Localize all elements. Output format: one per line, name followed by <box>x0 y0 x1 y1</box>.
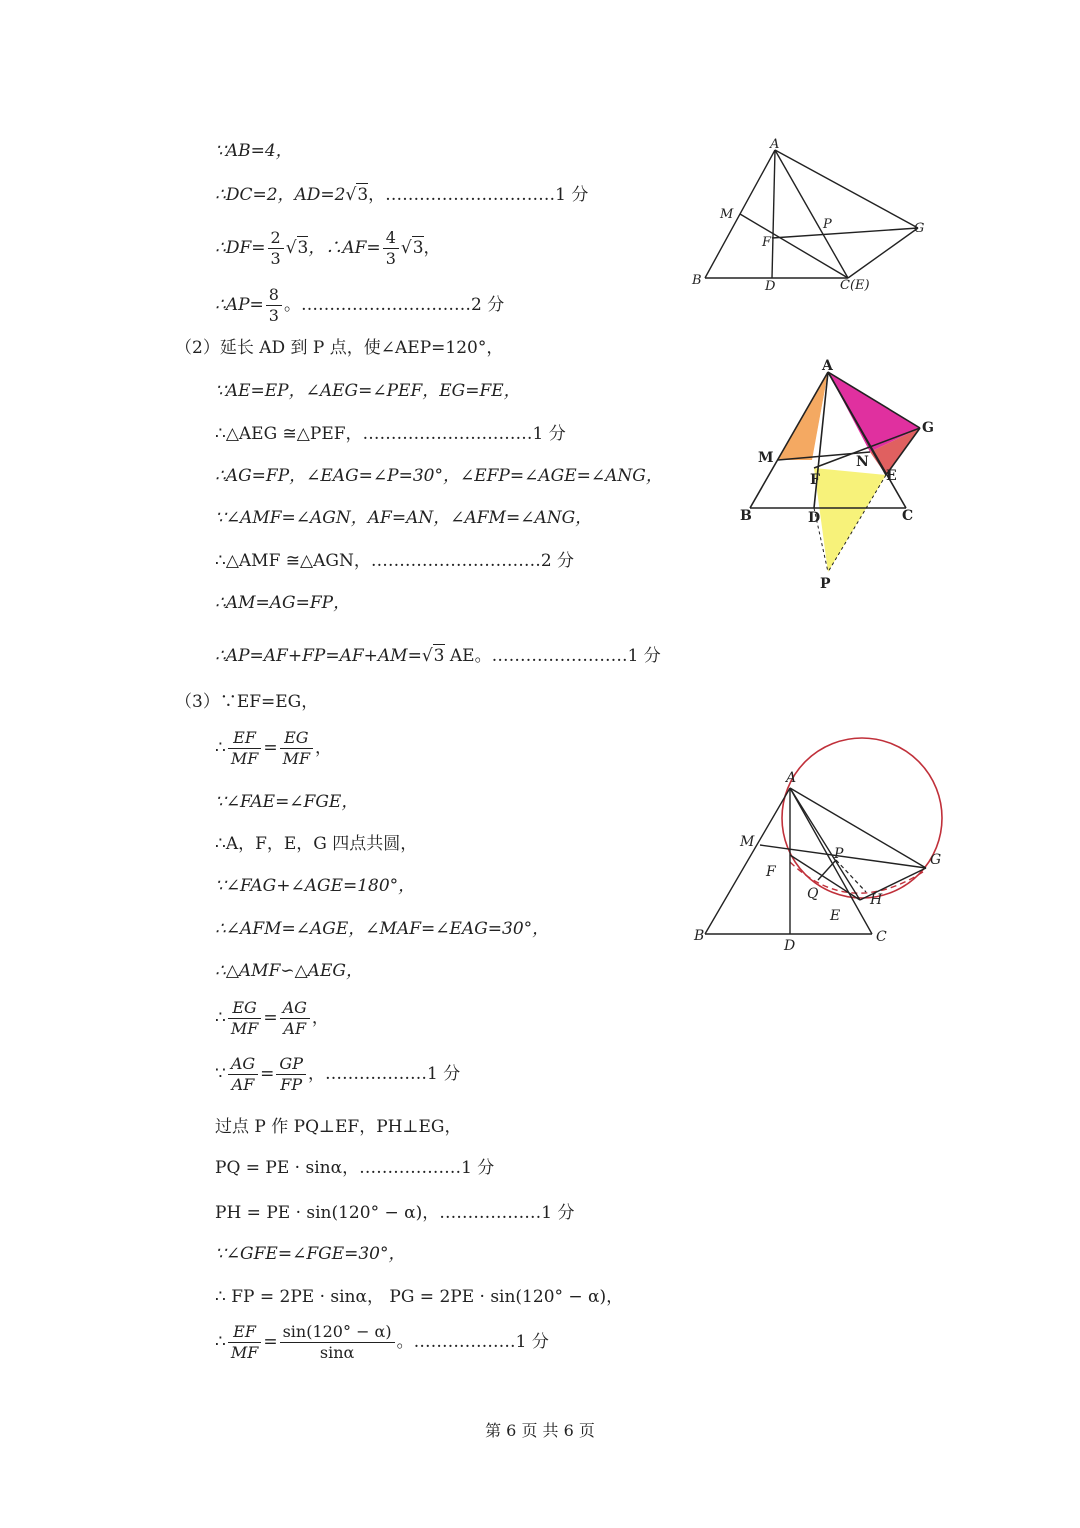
label-P: P <box>834 846 844 862</box>
text: ∴ <box>215 1008 226 1028</box>
label-N: N <box>856 454 869 470</box>
circumcircle <box>782 738 942 898</box>
label-C: C <box>876 929 887 945</box>
text: ∴DC=2，AD=2 <box>215 185 346 205</box>
label-F: F <box>762 235 772 250</box>
text: ，………………1 分 <box>307 1064 461 1084</box>
line: ∴∠AFM=∠AGE，∠MAF=∠EAG=30°， <box>215 919 550 939</box>
line: ∵∠AMF=∠AGN，AF=AN，∠AFM=∠ANG， <box>215 508 593 528</box>
label-P: P <box>820 576 831 592</box>
text: = <box>263 738 278 758</box>
label-G: G <box>930 852 942 868</box>
label-B: B <box>740 508 752 524</box>
numerator: EG <box>228 998 261 1019</box>
text: = <box>260 1064 275 1084</box>
denominator: MF <box>230 1343 259 1362</box>
text: ，…………………………1 分 <box>368 185 589 205</box>
text: ∴AP=AF+FP=AF+AM= <box>215 646 422 666</box>
line: ∴ FP = 2PE · sinα， PG = 2PE · sin(120° − α)， <box>215 1287 624 1307</box>
text: ∵ <box>215 1064 226 1084</box>
text: AE。……………………1 分 <box>444 646 661 666</box>
denominator: MF <box>282 749 311 768</box>
text: ∴ <box>215 738 226 758</box>
line: ∵∠FAE=∠FGE， <box>215 792 359 812</box>
line: PH = PE · sin(120° − α)，………………1 分 <box>215 1203 575 1223</box>
denominator: MF <box>230 749 259 768</box>
label-D: D <box>808 510 821 526</box>
text: 。………………1 分 <box>396 1332 549 1352</box>
label-F: F <box>810 472 820 488</box>
text: ∴AP= <box>215 295 264 315</box>
label-E: E <box>830 908 841 924</box>
numerator: AG <box>280 998 310 1019</box>
label-G: G <box>922 420 934 436</box>
denominator: sinα <box>319 1343 355 1362</box>
label-CE: C(E) <box>840 278 870 293</box>
label-Q: Q <box>807 886 819 902</box>
numerator: EG <box>280 728 313 749</box>
denominator: 3 <box>270 249 281 268</box>
line: ∴A，F，E，G 四点共圆， <box>215 834 418 854</box>
numerator: EF <box>228 1322 261 1343</box>
text: 。…………………………2 分 <box>283 295 505 315</box>
text: = <box>263 1332 278 1352</box>
label-B: B <box>692 273 702 288</box>
label-F: F <box>766 864 776 880</box>
numerator: 2 <box>268 228 284 249</box>
label-C: C <box>902 508 914 524</box>
sqrt-arg: 3 <box>297 238 309 258</box>
edge-fe <box>790 855 860 900</box>
text: ∴ <box>215 1332 226 1352</box>
text: ， <box>315 738 333 758</box>
line: ∴△AMF ≅△AGN，…………………………2 分 <box>215 551 575 571</box>
sqrt-arg: 3 <box>412 238 424 258</box>
text: ， <box>423 238 441 258</box>
denominator: AF <box>283 1019 307 1038</box>
numerator: AG <box>228 1054 258 1075</box>
line: ∴△AMF∽△AEG， <box>215 961 363 981</box>
label-B: B <box>694 928 705 944</box>
denominator: 3 <box>268 306 279 325</box>
numerator: GP <box>276 1054 306 1075</box>
line: ∵∠FAG+∠AGE=180°， <box>215 876 416 896</box>
label-P: P <box>823 217 832 232</box>
numerator: 4 <box>383 228 399 249</box>
edge-ae <box>790 788 860 900</box>
sqrt-sign: √ <box>421 646 433 666</box>
text: ，∴AF= <box>308 238 381 258</box>
line: 过点 P 作 PQ⊥EF，PH⊥EG， <box>215 1117 462 1137</box>
label-A: A <box>786 770 797 786</box>
denominator: 3 <box>385 249 396 268</box>
label-M: M <box>740 834 755 850</box>
sqrt-sign: √ <box>400 238 412 258</box>
edge-pq <box>818 860 836 880</box>
label-A: A <box>770 137 780 152</box>
text: ∴DF= <box>215 238 266 258</box>
sqrt-arg: 3 <box>357 185 369 205</box>
denominator: AF <box>231 1075 255 1094</box>
numerator: sin(120° − α) <box>280 1322 395 1343</box>
numerator: EF <box>228 728 261 749</box>
line: ∵∠GFE=∠FGE=30°， <box>215 1244 406 1264</box>
label-G: G <box>914 221 925 236</box>
label-A: A <box>822 358 833 374</box>
line-ab: ∵AB=4， <box>215 141 293 161</box>
edge-ab <box>705 788 790 934</box>
line: ∴△AEG ≅△PEF，…………………………1 分 <box>215 424 566 444</box>
label-E: E <box>886 468 897 484</box>
line: PQ = PE · sinα，………………1 分 <box>215 1158 495 1178</box>
sqrt-sign: √ <box>285 238 297 258</box>
denominator: FP <box>280 1075 303 1094</box>
line: ∵AE=EP，∠AEG=∠PEF，EG=FE， <box>215 381 521 401</box>
denominator: MF <box>230 1019 259 1038</box>
part3-heading: （3）∵EF=EG， <box>175 692 319 712</box>
text: = <box>263 1008 278 1028</box>
text: ， <box>311 1008 329 1028</box>
label-M: M <box>720 207 734 222</box>
label-D: D <box>784 938 796 954</box>
sqrt-arg: 3 <box>433 646 445 666</box>
part2-heading: （2）延长 AD 到 P 点，使∠AEP=120°， <box>175 338 504 358</box>
label-H: H <box>870 892 883 908</box>
sqrt-sign: √ <box>345 185 357 205</box>
numerator: 8 <box>266 285 282 306</box>
line: ∴AG=FP，∠EAG=∠P=30°，∠EFP=∠AGE=∠ANG， <box>215 466 663 486</box>
label-M: M <box>758 450 774 466</box>
label-D: D <box>765 279 776 294</box>
line: ∴AM=AG=FP， <box>215 593 351 613</box>
edge-ag <box>790 788 926 868</box>
page-footer: 第 6 页 共 6 页 <box>485 1421 595 1440</box>
